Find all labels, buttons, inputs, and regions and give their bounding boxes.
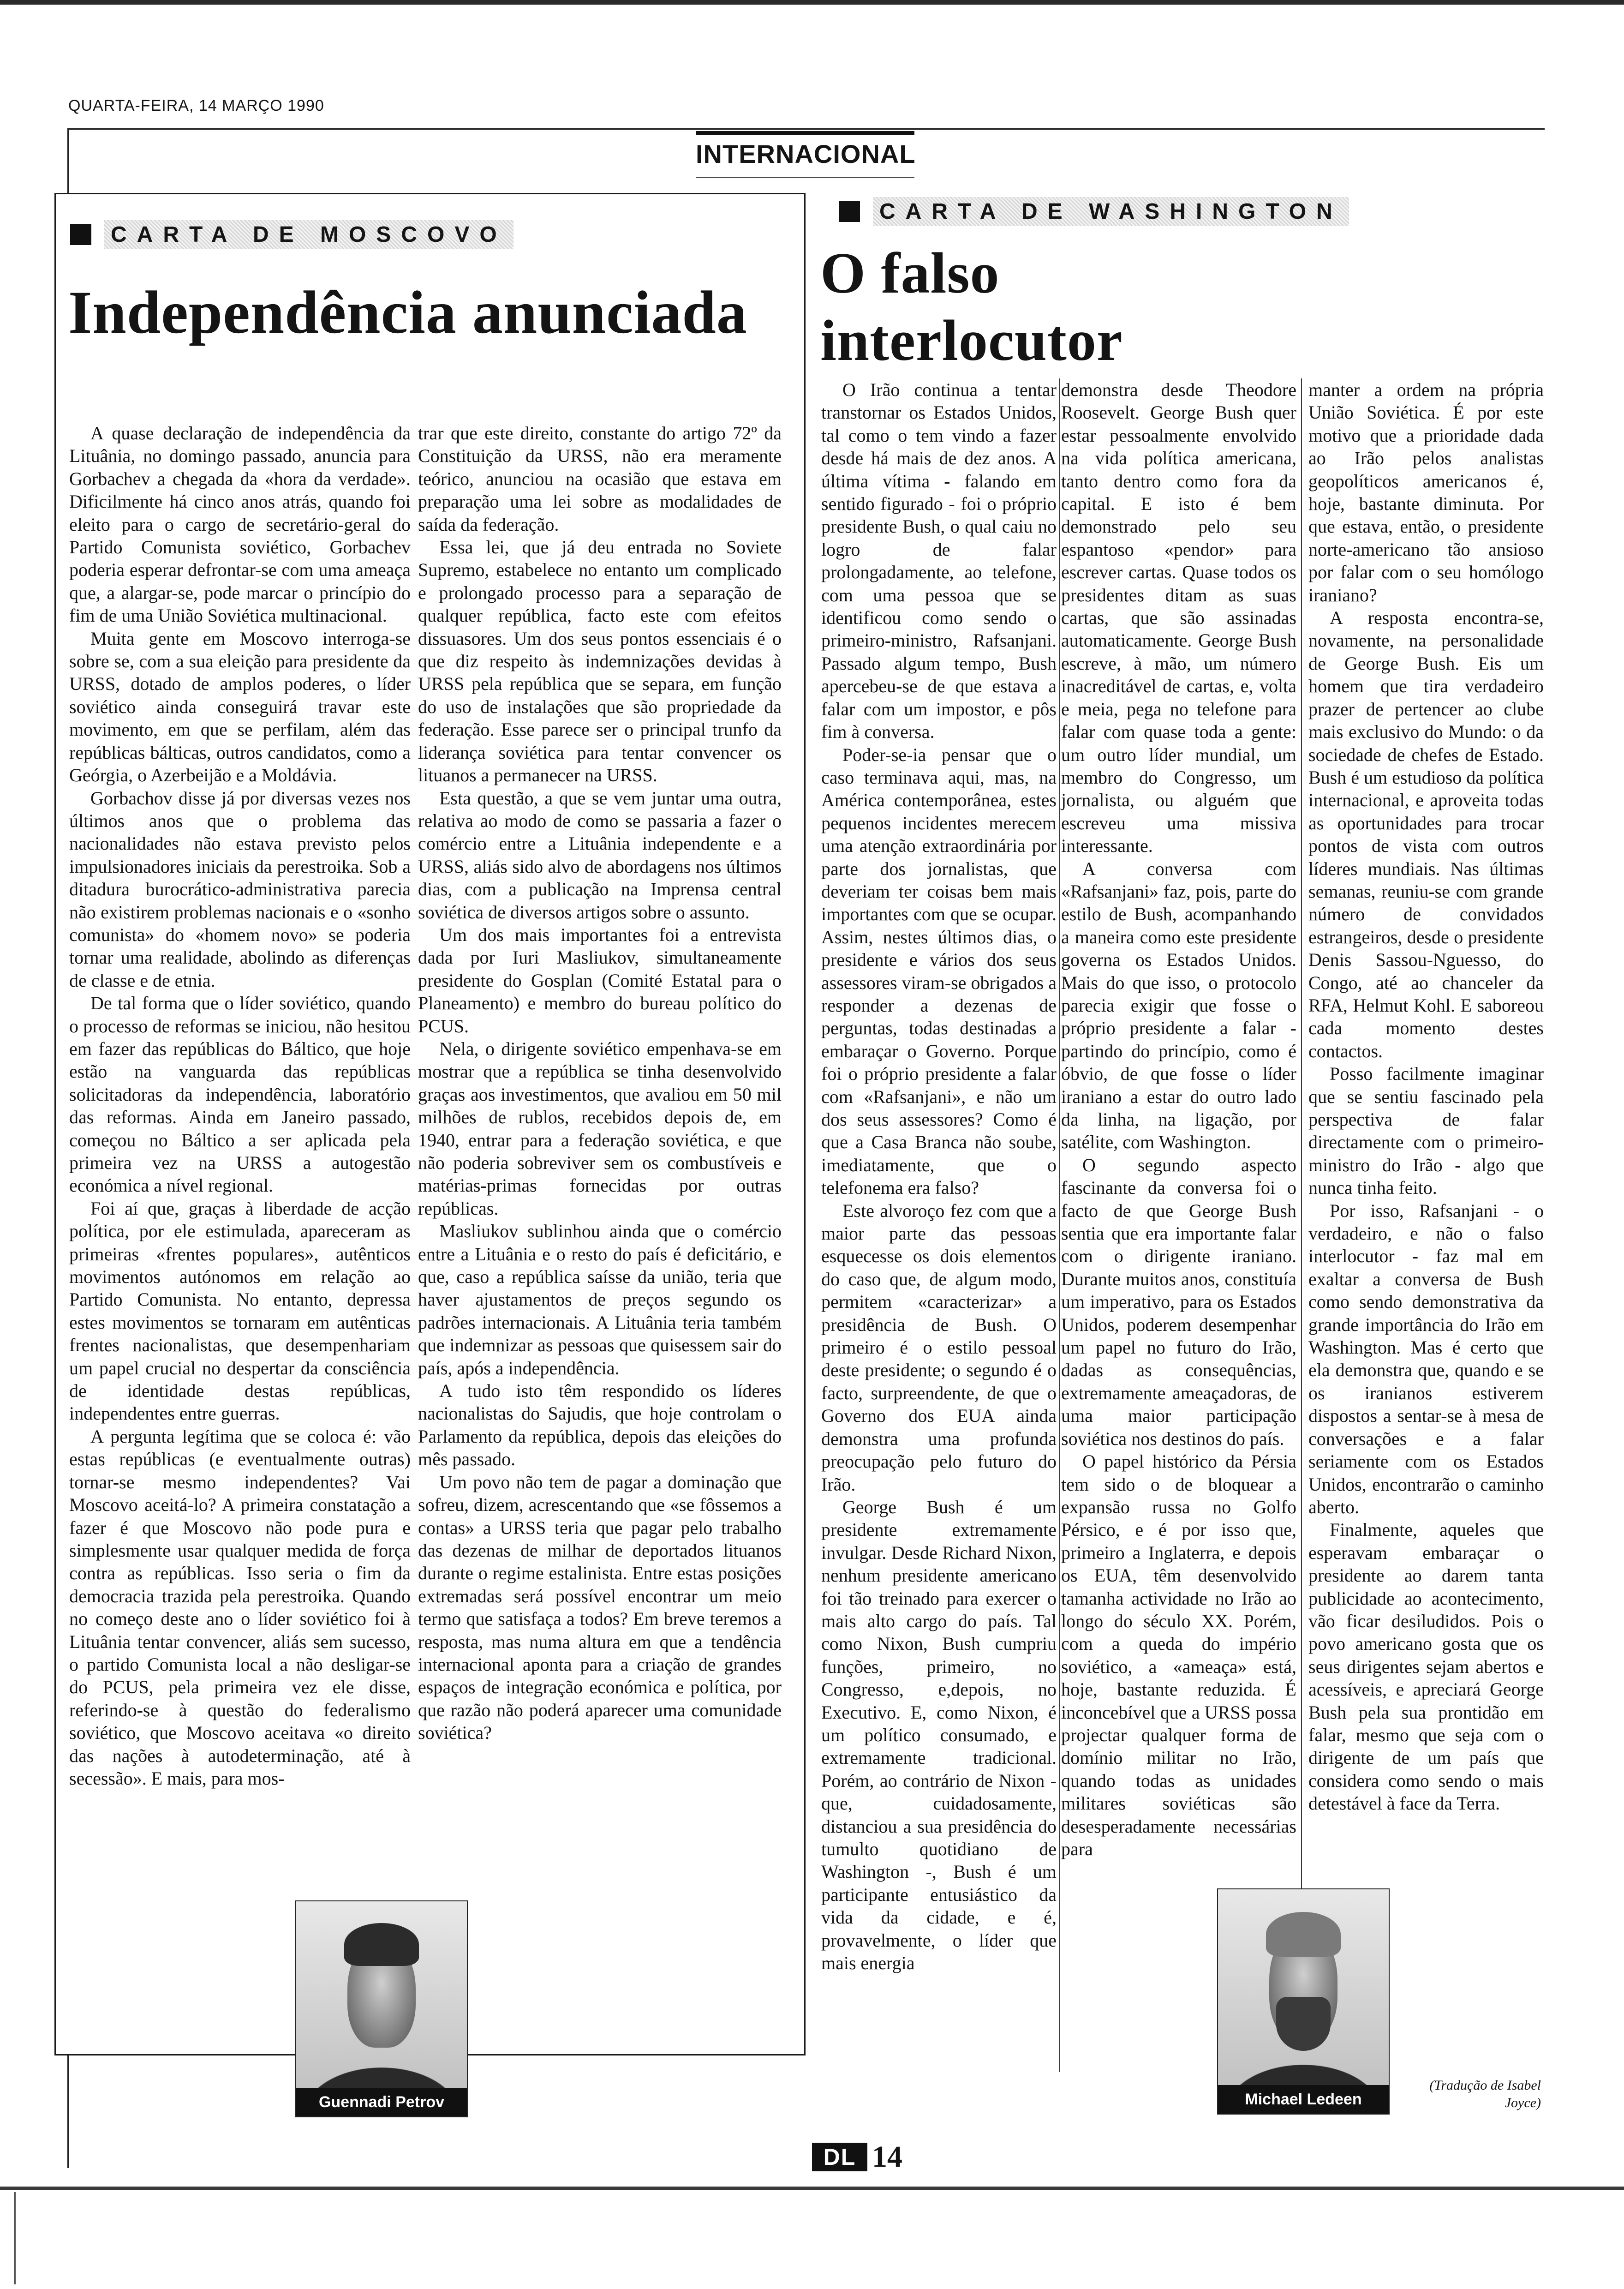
paragraph: Nela, o dirigente soviético empenhava-se em mostrar que a república se tinha desenvolvido graças aos investimentos, que avaliou em 50 mil milhões de rublos, recebidos depois de, em 1940, entrar para a federação soviética, e que não poderia sobreviver sem os combustíveis e matérias-primas fornecidas por outras repúblicas. [418, 1038, 782, 1219]
paragraph: Muita gente em Moscovo interroga-se sobre se, com a sua eleição para presidente da URSS, dotado de amplos poderes, o líder soviético ainda conseguirá travar este movimento, em que se perfilam, além das repúblicas bálticas, outros candidatos, como a Geórgia, o Azerbeijão e a Moldávia. [69, 628, 411, 786]
washington-headline: O falso interlocutor [820, 241, 1123, 373]
paragraph: Finalmente, aqueles que esperavam embaraçar o presidente ao darem tanta publicidade ao acontecimento, vão ficar desiludidos. Pois o povo americano gosta que os seus dirigentes sejam abertos e acessíveis, e apreciará George Bush pela sua prontidão em falar, mesmo que seja com o dirigente de um país que considera como sendo o mais detestável à face da Terra. [1308, 1519, 1544, 1814]
washington-kicker-label: CARTA DE WASHINGTON [873, 197, 1349, 226]
photo-caption: Michael Ledeen [1218, 2085, 1389, 2114]
kicker-square-icon [839, 201, 860, 222]
moscow-headline: Independência anunciada [68, 278, 747, 346]
issue-date: QUARTA-FEIRA, 14 MARÇO 1990 [68, 97, 324, 114]
paragraph: Este alvoroço fez com que a maior parte das pessoas esquecesse os dois elementos do caso que, de algum modo, permitem «caracterizar» a presidência de Bush. O primeiro é o estilo pessoal deste presidente; o segundo é o facto, surpreendente, de que o Governo dos EUA ainda demonstra uma profunda preocupação pelo futuro do Irão. [821, 1200, 1057, 1495]
paragraph: trar que este direito, constante do artigo 72º da Constituição da URSS, não era meramente teórico, anunciou na ocasião que estava em preparação uma lei sobre as modalidades de saída da federação. [418, 423, 782, 535]
paragraph: O segundo aspecto fascinante da conversa foi o facto de que George Bush sentia que era importante falar com o dirigente iraniano. Durante muitos anos, constituía um imperativo, para os Estados Unidos, poderem desempenhar um papel no futuro do Irão, dadas as consequências, extremamente ameaçadoras, de uma maior participação soviética nos destinos do país. [1061, 1154, 1296, 1449]
scan-bottom-edge [0, 2187, 1624, 2190]
photo-caption: Guennadi Petrov [296, 2088, 467, 2116]
paragraph: Gorbachov disse já por diversas vezes nos últimos anos que o problema das nacionalidades não estava previsto pelos impulsionadores iniciais da perestroika. Sob a ditadura burocrático-administrativa parecia não existirem problemas nacionais e o «sonho comunista» do «homem novo» se poderia tornar uma realidade, abolindo as diferenças de classe e de etnia. [69, 787, 411, 991]
paragraph: A pergunta legítima que se coloca é: vão estas repúblicas (e eventualmente outras) tornar-se mesmo independentes? Vai Moscovo aceitá-lo? A primeira constatação a fazer é que Moscovo não pode pura e simplesmente usar qualquer medida de força contra as repúblicas. Isso seria o fim da democracia trazida pela perestroika. Quando no começo deste ano o líder soviético foi à Lituânia tentar convencer, aliás sem sucesso, o partido Comunista local a não desligar-se do PCUS, pela primeira vez ele disse, referindo-se à questão do federalismo soviético, que Moscovo aceitava «o direito das nações à autodeterminação, até à secessão». E mais, para mos- [69, 1426, 411, 1789]
kicker-square-icon [70, 224, 91, 245]
paragraph: Um povo não tem de pagar a dominação que sofreu, dizem, acrescentando que «se fôssemos a contas» a URSS teria que pagar pelo trabalho das dezenas de milhar de deportados lituanos durante o regime estalinista. Entre estas posições extremadas será possível encontrar um meio termo que satisfaça a todos? Em breve teremos a resposta, mas numa altura em que a tendência internacional aponta para a criação de grandes espaços de integração económica e política, por que razão não poderá aparecer uma comunidade soviética? [418, 1471, 782, 1744]
washington-column-2 [1061, 378, 1296, 1860]
moscow-kicker [70, 216, 513, 253]
newspaper-logo: DL [812, 2143, 867, 2171]
paragraph: O papel histórico da Pérsia tem sido o de bloquear a expansão russa no Golfo Pérsico, e é por isso que, primeiro a Inglaterra, e depois os EUA, têm desenvolvido tamanha actividade no Irão ao longo do século XX. Porém, com a queda do império soviético, a «ameaça» está, hoje, bastante reduzida. É inconcebível que a URSS possa projectar qualquer forma de domínio militar no Irão, quando todas as unidades militares soviéticas são desesperadamente necessárias para [1061, 1451, 1296, 1859]
paragraph: Posso facilmente imaginar que se sentiu fascinado pela perspectiva de falar directamente com o primeiro-ministro do Irão - algo que nunca tinha feito. [1308, 1063, 1544, 1198]
washington-column-1 [821, 378, 1057, 1974]
section-header: INTERNACIONAL [696, 131, 914, 178]
paragraph: Foi aí que, graças à liberdade de acção política, por ele estimulada, apareceram as primeiras «frentes populares», autênticos movimentos autónomos em relação ao Partido Comunista. No entanto, depressa estes movimentos se tornaram em autênticas frentes nacionalistas, que desempenhariam um papel crucial no despertar da consciência de identidade destas repúblicas, independentes entre guerras. [69, 1198, 411, 1424]
scan-top-edge [0, 0, 1624, 5]
translation-credit: (Tradução de Isabel Joyce) [1429, 2078, 1541, 2110]
column-rule [1301, 378, 1302, 2072]
page-number: 14 [872, 2140, 902, 2174]
paragraph: Poder-se-ia pensar que o caso terminava aqui, mas, na América contemporânea, estes pequenos incidentes merecem uma atenção extraordinária por parte dos jornalistas, que deveriam ter coisas bem mais importantes com que se ocupar. Assim, nestes últimos dias, o presidente e vários dos seus assessores viram-se obrigados a responder a dezenas de perguntas, todas destinadas a embaraçar o Governo. Porque foi o próprio presidente a falar com «Rafsanjani», e não um dos seus assessores? Como é que a Casa Branca não soube, imediatamente, que o telefonema era falso? [821, 744, 1057, 1198]
paragraph: manter a ordem na própria União Soviética. É por este motivo que a prioridade dada ao Irão pelos analistas geopolíticos americanos é, hoje, bastante diminuta. Por que estava, então, o presidente norte-americano tão ansioso por falar com o seu homólogo iraniano? [1308, 379, 1544, 605]
paragraph: Esta questão, a que se vem juntar uma outra, relativa ao modo de como se passaria a fazer o comércio entre a Lituânia independente e a URSS, aliás sido alvo de abordagens nos últimos dias, com a publicação na Imprensa central soviética de diversos artigos sobre o assunto. [418, 787, 782, 923]
moscow-column-1 [69, 422, 411, 1790]
washington-column-3 [1308, 378, 1544, 1815]
scan-fold-mark [14, 2192, 16, 2284]
paragraph: A resposta encontra-se, novamente, na personalidade de George Bush. Eis um homem que tira verdadeiro prazer de pertencer ao clube mais exclusivo do Mundo: o da sociedade de chefes de Estado. Bush é um estudioso da política internacional, e aproveita todas as oportunidades para trocar pontos de vista com outros líderes mundiais. Nas últimas semanas, reuniu-se com grande número de convidados estrangeiros, desde o presidente Denis Sassou-Nguesso, do Congo, até ao chanceler da RFA, Helmut Kohl. E saboreou cada momento destes contactos. [1308, 607, 1544, 1061]
paragraph: Por isso, Rafsanjani - o verdadeiro, e não o falso interlocutor - faz mal em exaltar a conversa de Bush como sendo demonstrativa da grande importância do Irão em Washington. Mas é certo que ela demonstra que, quando e se os iranianos estiverem dispostos a sentar-se à mesa de conversações e a falar seriamente com os Estados Unidos, encontrarão o caminho aberto. [1308, 1200, 1544, 1517]
washington-kicker [839, 193, 1349, 230]
paragraph: O Irão continua a tentar transtornar os Estados Unidos, tal como o tem vindo a fazer desde há mais de dez anos. A última vítima - falando em sentido figurado - foi o próprio presidente Bush, o qual caiu no logro de falar prolongadamente, ao telefone, com uma pessoa que se identificou como sendo o primeiro-ministro, Rafsanjani. Passado algum tempo, Bush apercebeu-se de que estava a falar com um impostor, e pôs fim à conversa. [821, 379, 1057, 743]
column-rule [1059, 378, 1060, 2072]
beard-shape [1276, 1997, 1331, 2051]
paragraph: A conversa com «Rafsanjani» faz, pois, parte do estilo de Bush, acompanhando a maneira como este presidente governa os Estados Unidos. Mais do que isso, o protocolo parecia exigir que fosse o próprio presidente a falar - partindo do princípio, como é óbvio, de que fosse o líder iraniano a estar do outro lado da linha, na ligação, por satélite, com Washington. [1061, 858, 1296, 1153]
paragraph: Masliukov sublinhou ainda que o comércio entre a Lituânia e o resto do país é deficitário, e que, caso a república saísse da união, teria que haver ajustamentos de preços segundo os padrões internacionais. A Lituânia teria também que indemnizar as pessoas que quisessem sair do país, após a independência. [418, 1221, 782, 1378]
moscow-kicker-label: CARTA DE MOSCOVO [104, 220, 513, 249]
page-footer [812, 2139, 902, 2175]
author-photo-petrov [295, 1900, 468, 2117]
hair-shape [1266, 1912, 1341, 1957]
paragraph: A tudo isto têm respondido os líderes nacionalistas do Sajudis, que hoje controlam o Parlamento da república, depois das eleições do mês passado. [418, 1380, 782, 1470]
paragraph: A quase declaração de independência da Lituânia, no domingo passado, anuncia para Gorbachev a chegada da «hora da verdade». Dificilmente há cinco anos atrás, quando foi eleito para o cargo de secretário-geral do Partido Comunista soviético, Gorbachev poderia esperar defrontar-se com uma ameaça que, a alargar-se, pode marcar o princípio do fim de uma União Soviética multinacional. [69, 423, 411, 626]
paragraph: De tal forma que o líder soviético, quando o processo de reformas se iniciou, não hesitou em fazer das repúblicas do Báltico, que hoje estão na vanguarda das repúblicas solicitadoras da independência, laboratório das reformas. Ainda em Janeiro passado, começou no Báltico a ser aplicada pela primeira vez na URSS a autogestão económica a nível regional. [69, 993, 411, 1196]
paragraph: George Bush é um presidente extremamente invulgar. Desde Richard Nixon, nenhum presidente americano foi tão treinado para exercer o mais alto cargo do país. Tal como Nixon, Bush cumpriu funções, primeiro, no Congresso, e,depois, no Executivo. E, como Nixon, é um político consumado, e extremamente tradicional. Porém, ao contrário de Nixon - que, cuidadosamente, distanciou a sua presidência do tumulto quotidiano de Washington -, Bush é um participante entusiástico da vida da cidade, e é, provavelmente, o líder que mais energia [821, 1496, 1057, 1974]
author-photo-ledeen [1217, 1888, 1390, 2115]
paragraph: demonstra desde Theodore Roosevelt. George Bush quer estar pessoalmente envolvido na vida política americana, tanto dentro como fora da capital. E isto é bem demonstrado pelo seu espantoso «pendor» para escrever cartas. Quase todos os presidentes ditam as suas cartas, que são assinadas automaticamente. George Bush escreve, à mão, um número inacreditável de cartas, e, volta e meia, pega no telefone para falar com quase toda a gente: um outro líder mundial, um membro do Congresso, um jornalista, ou alguém que escreveu uma missiva interessante. [1061, 379, 1296, 857]
paragraph: Um dos mais importantes foi a entrevista dada por Iuri Masliukov, simultaneamente presidente do Gosplan (Comité Estatal para o Planeamento) e membro do bureau político do PCUS. [418, 924, 782, 1037]
page-frame-rule [68, 128, 1545, 130]
hair-shape [344, 1923, 419, 1966]
paragraph: Essa lei, que já deu entrada no Soviete Supremo, estabelece no entanto um complicado e prolongado processo para a separação de qualquer república, facto este com efeitos dissuasores. Um dos seus pontos essenciais é o que diz respeito às indemnizações devidas à URSS pela república que se separa, em função do uso de instalações que são propriedade da federação. Esse parece ser o principal trunfo da liderança soviética para tentar convencer os lituanos a permanecer na URSS. [418, 537, 782, 786]
moscow-column-2 [418, 422, 782, 1744]
